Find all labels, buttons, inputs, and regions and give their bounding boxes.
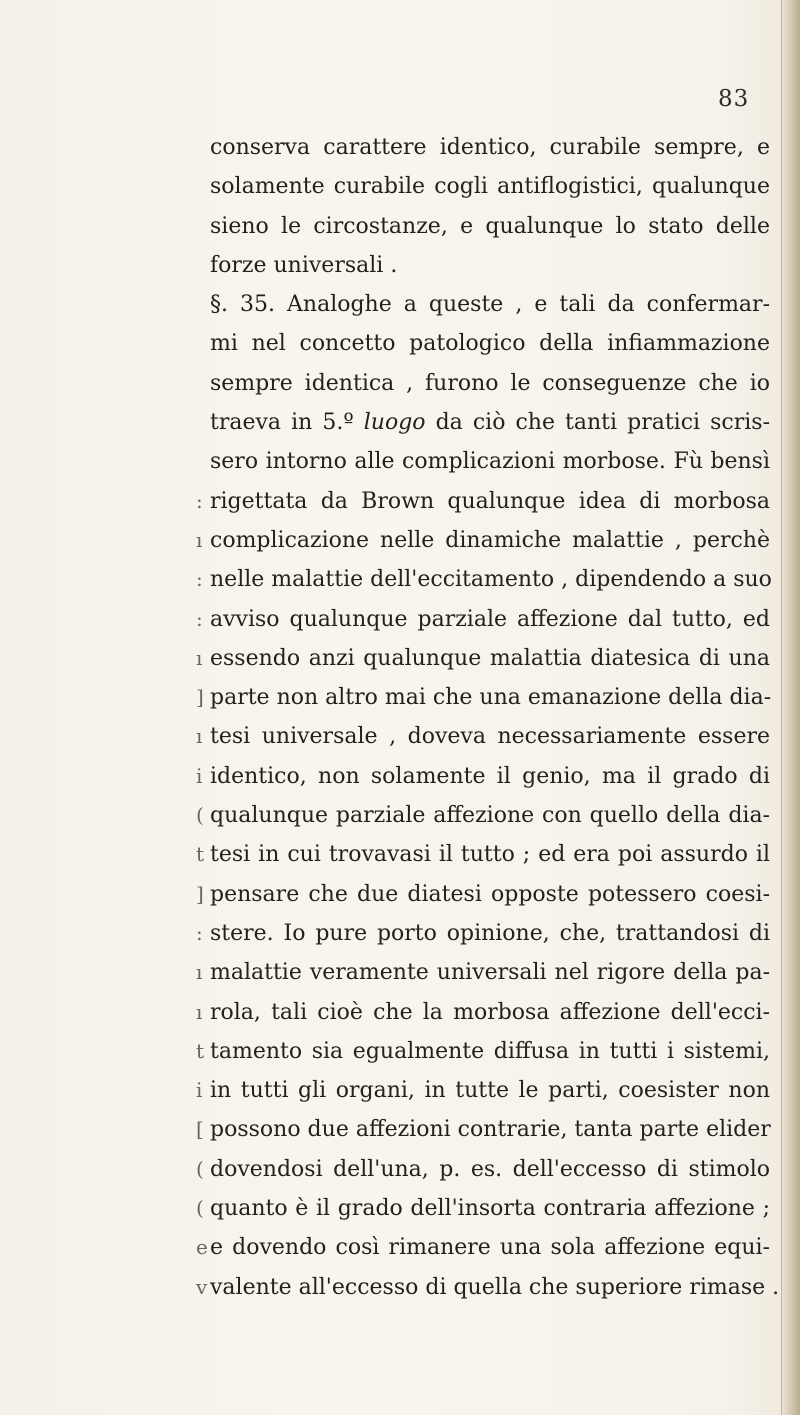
text-line: dovendosi dell'una, p. es. dell'eccesso di stimolo: [210, 1156, 770, 1182]
text-line: rola, tali cioè che la morbosa affezione dell'ecci-: [210, 999, 770, 1025]
margin-mark: [196, 128, 208, 167]
margin-mark: ı: [196, 724, 203, 749]
margin-mark: [196, 207, 208, 246]
text-line: essendo anzi qualunque malattia diatesica di una: [210, 645, 770, 671]
margin-mark: [196, 324, 208, 363]
margin-mark: ]: [196, 881, 204, 906]
text-line: sieno le circostanze, e qualunque lo stato delle: [210, 213, 770, 239]
text-line: tesi in cui trovavasi il tutto ; ed era poi assurdo il: [210, 842, 770, 868]
margin-mark: ı: [196, 527, 203, 552]
text-line: complicazione nelle dinamiche malattie , perchè: [210, 527, 770, 553]
text-line: forze universali .: [210, 252, 398, 278]
margin-mark: [: [196, 1117, 204, 1142]
margin-mark: :: [196, 606, 203, 631]
text-line: malattie veramente universali nel rigore della pa-: [210, 960, 770, 986]
margin-mark: [196, 442, 208, 481]
margin-mark: (: [196, 803, 204, 828]
page-number: 83: [718, 86, 750, 112]
text-line: quanto è il grado dell'insorta contraria affezione ;: [210, 1196, 770, 1222]
text-line: possono due affezioni contrarie, tanta parte elider: [210, 1117, 771, 1143]
text-line: rigettata da Brown qualunque idea di morbosa: [210, 488, 770, 514]
margin-mark: [196, 285, 208, 324]
margin-mark: ]: [196, 685, 204, 710]
margin-mark: t: [196, 1038, 205, 1063]
text-line: sempre identica , furono le conseguenze che io: [210, 370, 770, 396]
text-line: solamente curabile cogli antiflogistici, qualunque: [210, 174, 770, 200]
margin-mark: (: [196, 1156, 204, 1181]
body-text: [210, 128, 780, 1307]
margin-mark: :: [196, 488, 203, 513]
margin-mark: :: [196, 920, 203, 945]
margin-mark: [196, 246, 208, 285]
text-line: tamento sia egualmente diffusa in tutti i sistemi,: [210, 1038, 770, 1064]
page-edge-shadow: [781, 0, 800, 1415]
text-line: tesi universale , doveva necessariamente essere: [210, 724, 770, 750]
text-line: stere. Io pure porto opinione, che, trattandosi di: [210, 920, 770, 946]
margin-mark: t: [196, 842, 205, 867]
margin-mark: ı: [196, 960, 203, 985]
margin-mark: :: [196, 567, 203, 592]
margin-mark: [196, 364, 208, 403]
text-line: parte non altro mai che una emanazione della dia-: [210, 685, 772, 711]
text-line: sero intorno alle complicazioni morbose. Fù bensì: [210, 449, 770, 475]
margin-mark: i: [196, 1078, 203, 1103]
text-line: nelle malattie dell'eccitamento , dipendendo a suo: [210, 567, 772, 593]
margin-mark: [196, 403, 208, 442]
text-line: avviso qualunque parziale affezione dal tutto, ed: [210, 606, 770, 632]
margin-mark: ı: [196, 999, 203, 1024]
text-line: §. 35. Analoghe a queste , e tali da confermar-: [210, 292, 770, 318]
margin-mark: ı: [196, 645, 203, 670]
margin-mark: i: [196, 763, 203, 788]
margin-mark: v: [196, 1274, 208, 1299]
text-line: in tutti gli organi, in tutte le parti, coesister non: [210, 1078, 770, 1104]
text-line: e dovendo così rimanere una sola affezione equi-: [210, 1235, 770, 1261]
text-line: traeva in 5.º luogo da ciò che tanti pratici scris-: [210, 410, 770, 436]
text-line: valente all'eccesso di quella che superiore rimase .: [210, 1274, 780, 1300]
margin-mark: (: [196, 1196, 204, 1221]
text-line: pensare che due diatesi opposte potessero coesi-: [210, 881, 770, 907]
margin-mark: e: [196, 1235, 208, 1260]
text-line: qualunque parziale affezione con quello della dia-: [210, 803, 770, 829]
text-line: conserva carattere identico, curabile sempre, e: [210, 135, 770, 160]
text-line: identico, non solamente il genio, ma il grado di: [210, 763, 770, 789]
left-margin-marks: [196, 128, 208, 1307]
text-line: mi nel concetto patologico della infiammazione: [210, 331, 770, 357]
margin-mark: [196, 167, 208, 206]
